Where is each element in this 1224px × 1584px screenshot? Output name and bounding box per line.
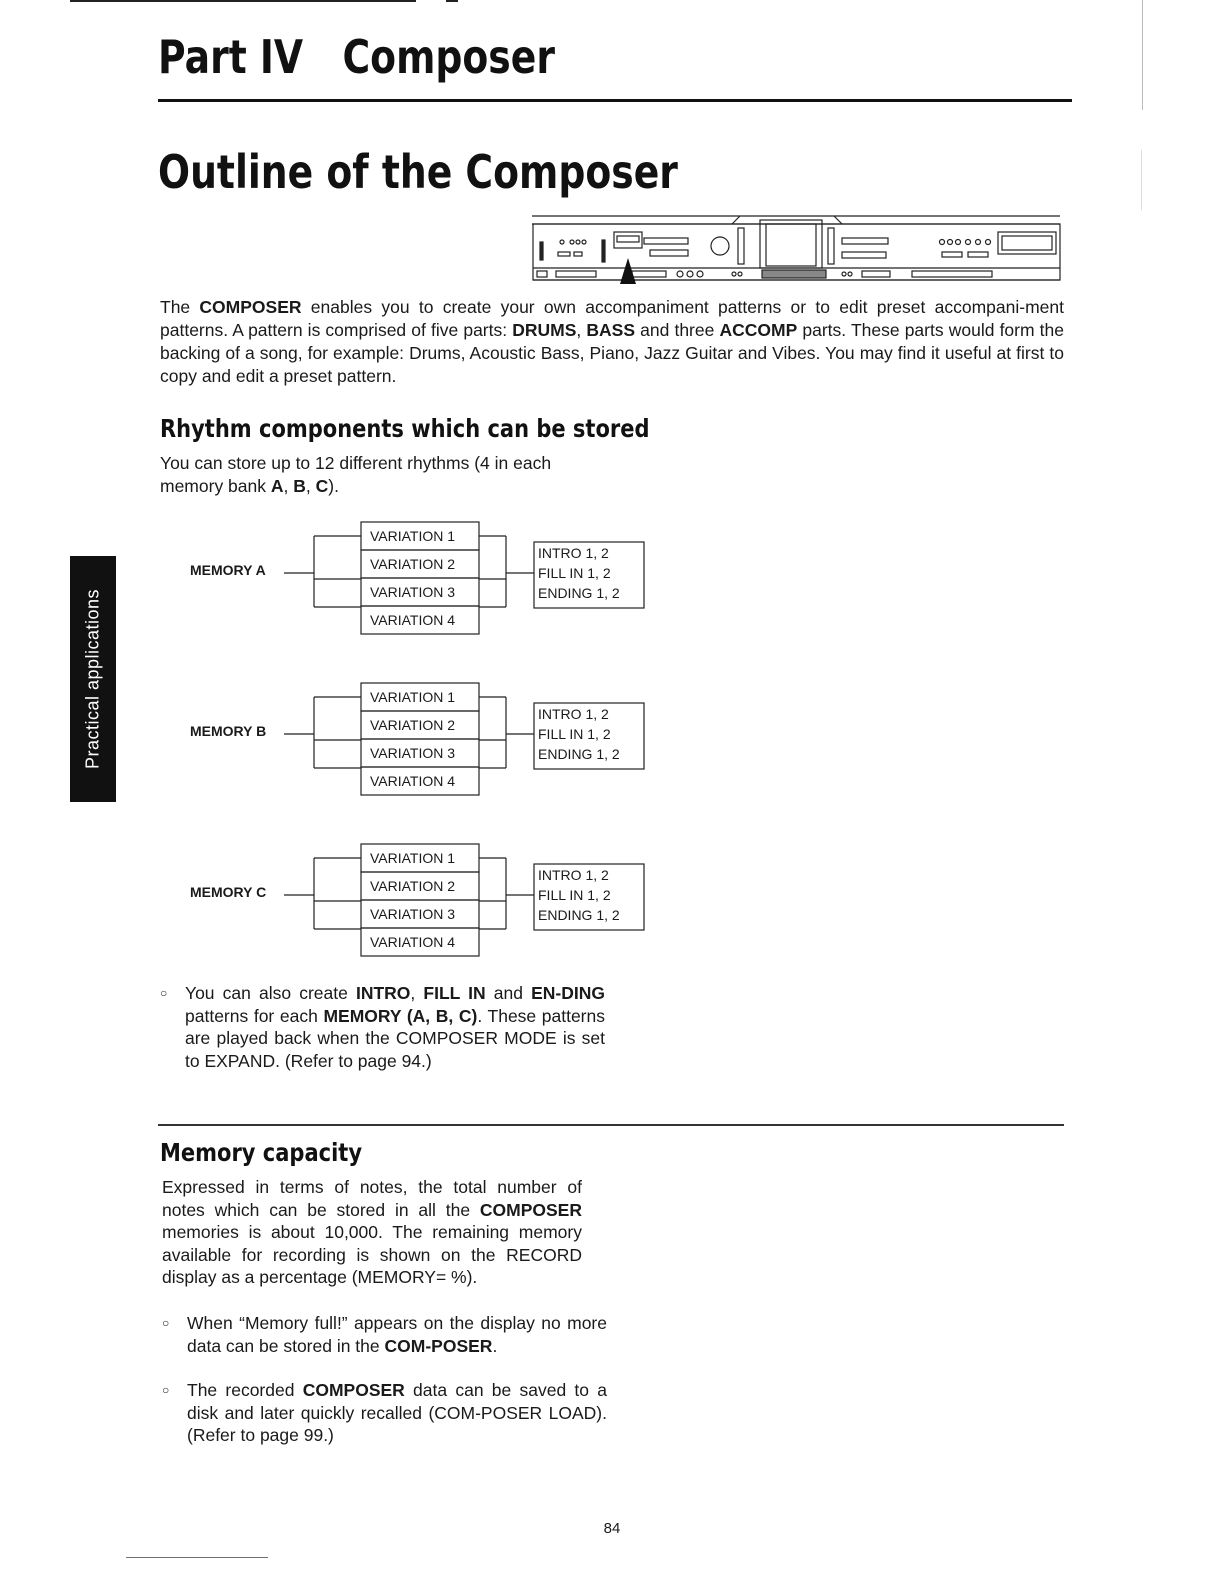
variation-label: VARIATION 2 — [370, 556, 456, 572]
bullet-icon: ○ — [160, 986, 168, 1000]
bullet-icon: ○ — [162, 1383, 170, 1397]
scan-edge-line — [1142, 0, 1143, 110]
extra-pattern-label: FILL IN 1, 2 — [538, 887, 611, 903]
memory-label: MEMORY A — [190, 562, 266, 578]
variation-label: VARIATION 3 — [370, 584, 456, 600]
extra-pattern-label: FILL IN 1, 2 — [538, 565, 611, 581]
bullet-icon: ○ — [162, 1316, 170, 1330]
memory-full-bullet: ○ When “Memory full!” appears on the display no more data can be stored in the COM-POSER. — [162, 1313, 607, 1356]
variation-label: VARIATION 4 — [370, 612, 456, 628]
extra-pattern-label: INTRO 1, 2 — [538, 706, 609, 722]
scan-edge-line — [1141, 150, 1142, 210]
extra-pattern-label: INTRO 1, 2 — [538, 545, 609, 561]
rhythm-heading: Rhythm components which can be stored — [160, 414, 650, 443]
patterns-note-bullet: ○ You can also create INTRO, FILL IN and EN-DING patterns for each MEMORY (A, B, C). These patterns are played back when the COMPOSER MODE is set to EXPAND. (Refer to page 94.) — [160, 983, 605, 1071]
variation-label: VARIATION 2 — [370, 878, 456, 894]
keyboard-panel-illustration — [532, 212, 1062, 284]
top-rule-dash — [446, 0, 458, 2]
variation-label: VARIATION 1 — [370, 528, 456, 544]
memory-a-group — [190, 522, 644, 634]
variation-label: VARIATION 2 — [370, 717, 456, 733]
memory-capacity-paragraph: Expressed in terms of notes, the total number of notes which can be stored in all the COMPOSER memories is about 10,000. The remaining memory available for recording is shown on the RECORD display as a percentage (MEMORY= %). — [162, 1177, 582, 1287]
variation-label: VARIATION 3 — [370, 745, 456, 761]
variation-label: VARIATION 1 — [370, 689, 456, 705]
variation-label: VARIATION 3 — [370, 906, 456, 922]
memory-b-group — [190, 683, 644, 795]
memory-capacity-heading: Memory capacity — [160, 1138, 363, 1167]
extra-pattern-label: ENDING 1, 2 — [538, 907, 620, 923]
memory-structure-diagram — [180, 512, 660, 962]
part-title-rule — [158, 99, 1072, 102]
variation-label: VARIATION 4 — [370, 773, 456, 789]
top-rule — [70, 0, 416, 2]
bottom-link-line — [126, 1557, 268, 1558]
rhythm-paragraph: You can store up to 12 different rhythms (4 in each memory bank A, B, C). — [160, 453, 552, 496]
memory-label: MEMORY C — [190, 884, 267, 900]
variation-label: VARIATION 4 — [370, 934, 456, 950]
save-data-bullet: ○ The recorded COMPOSER data can be saved to a disk and later quickly recalled (COM-POSER LOAD). (Refer to page 99.) — [162, 1380, 607, 1445]
memory-label: MEMORY B — [190, 723, 267, 739]
intro-paragraph: The COMPOSER enables you to create your own accompaniment patterns or to edit preset accompani-ment patterns. A pattern is comprised of five parts: DRUMS, BASS and three ACCOMP parts. These parts would form the backing of a song, for example: Drums, Acoustic Bass, Piano, Jazz Guitar and Vibes. You may find it useful at first to copy and edit a preset pattern. — [160, 297, 1065, 386]
variation-label: VARIATION 1 — [370, 850, 456, 866]
extra-pattern-label: FILL IN 1, 2 — [538, 726, 611, 742]
memory-section-rule — [158, 1124, 1064, 1126]
section-title: Outline of the Composer — [158, 145, 678, 199]
extra-pattern-label: ENDING 1, 2 — [538, 746, 620, 762]
part-title: Part IV Composer — [158, 30, 555, 84]
section-side-tab-label: Practical applications — [82, 588, 103, 770]
extra-pattern-label: INTRO 1, 2 — [538, 867, 609, 883]
extra-pattern-label: ENDING 1, 2 — [538, 585, 620, 601]
memory-c-group — [190, 844, 644, 956]
page-number: 84 — [603, 1520, 621, 1537]
